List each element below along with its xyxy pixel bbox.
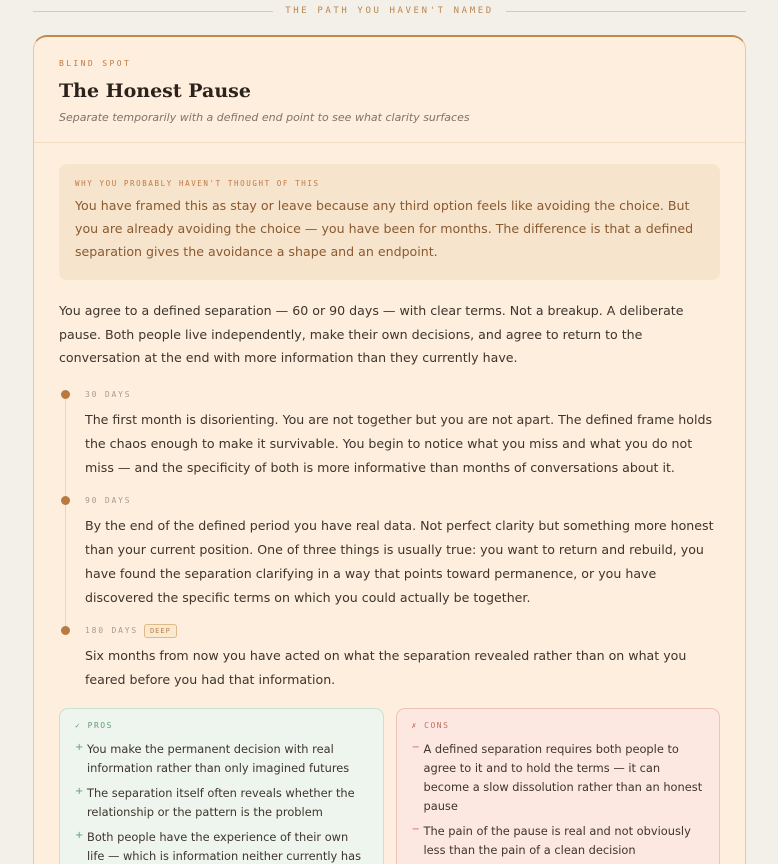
minus-icon: − bbox=[411, 823, 420, 835]
pros-cons bbox=[59, 708, 720, 864]
con-item bbox=[412, 822, 705, 860]
card-header bbox=[34, 37, 745, 143]
con-text: The pain of the pause is real and not obviously less than the pain of a clean decision bbox=[423, 823, 691, 857]
option-card bbox=[33, 35, 746, 864]
plus-icon: + bbox=[75, 785, 84, 797]
plus-icon: + bbox=[75, 829, 84, 841]
con-item bbox=[412, 740, 705, 816]
cons-label: ✗ CONS bbox=[411, 720, 450, 730]
card-title: The Honest Pause bbox=[59, 80, 251, 102]
timeline-item bbox=[59, 388, 720, 480]
timeline-text: The first month is disorienting. You are not together but you are not apart. The defined frame holds the chaos enough to make it survivable. You begin to notice what you miss and what you do not miss — and the specificity of both is more informative than months of conversations about it. bbox=[85, 411, 713, 475]
timeline-label: 30 DAYS bbox=[85, 390, 132, 399]
timeline bbox=[59, 388, 720, 692]
timeline-item bbox=[59, 494, 720, 610]
section-divider bbox=[33, 4, 746, 18]
why-text: You have framed this as stay or leave because any third option feels like avoiding the choice. But you are already avoiding the choice — you have been for months. The difference is that a defined separation gives the avoidance a shape and an endpoint. bbox=[75, 198, 694, 259]
why-label: WHY YOU PROBABLY HAVEN'T THOUGHT OF THIS bbox=[75, 179, 320, 188]
pro-text: You make the permanent decision with real information rather than only imagined futures bbox=[87, 741, 350, 775]
divider-line-right bbox=[506, 11, 746, 12]
intro-paragraph: You agree to a defined separation — 60 or 90 days — with clear terms. Not a breakup. A deliberate pause. Both people live independently, make their own decisions, and agree to return to the conversation at the end with more information than they currently have. bbox=[59, 303, 684, 365]
timeline-text: By the end of the defined period you have real data. Not perfect clarity but something more honest than your current position. One of three things is usually true: you want to return and rebuild, you have found the separation clarifying in a way that points toward permanence, or you have discovered the specific terms on which you could actually be together. bbox=[85, 517, 714, 605]
why-callout bbox=[59, 164, 720, 280]
timeline-label: 90 DAYS bbox=[85, 496, 132, 505]
timeline-item bbox=[59, 624, 720, 692]
section-label: THE PATH YOU HAVEN'T NAMED bbox=[285, 6, 494, 16]
card-eyebrow: BLIND SPOT bbox=[59, 59, 132, 68]
timeline-dot-icon bbox=[61, 626, 70, 635]
pro-item bbox=[75, 784, 368, 822]
timeline-label: 180 DAYS bbox=[85, 626, 138, 635]
card-body bbox=[34, 143, 745, 864]
minus-icon: − bbox=[411, 741, 420, 753]
pros-panel bbox=[59, 708, 384, 864]
con-text: A defined separation requires both people to agree to it and to hold the terms — it can become a slow dissolution rather than an honest pause bbox=[423, 741, 703, 813]
timeline-dot-icon bbox=[61, 390, 70, 399]
cons-panel bbox=[396, 708, 721, 864]
plus-icon: + bbox=[75, 741, 84, 753]
pro-text: The separation itself often reveals whether the relationship or the pattern is the problem bbox=[87, 785, 355, 819]
pros-label: ✓ PROS bbox=[75, 720, 113, 730]
timeline-dot-icon bbox=[61, 496, 70, 505]
pro-item bbox=[75, 828, 368, 864]
card-subtitle: Separate temporarily with a defined end point to see what clarity surfaces bbox=[59, 111, 470, 124]
pro-item bbox=[75, 740, 368, 778]
divider-line-left bbox=[33, 11, 273, 12]
timeline-text: Six months from now you have acted on what the separation revealed rather than on what you feared before you had that information. bbox=[85, 647, 687, 687]
pro-text: Both people have the experience of their own life — which is information neither currently has bbox=[87, 829, 362, 863]
depth-badge: DEEP bbox=[144, 624, 177, 638]
